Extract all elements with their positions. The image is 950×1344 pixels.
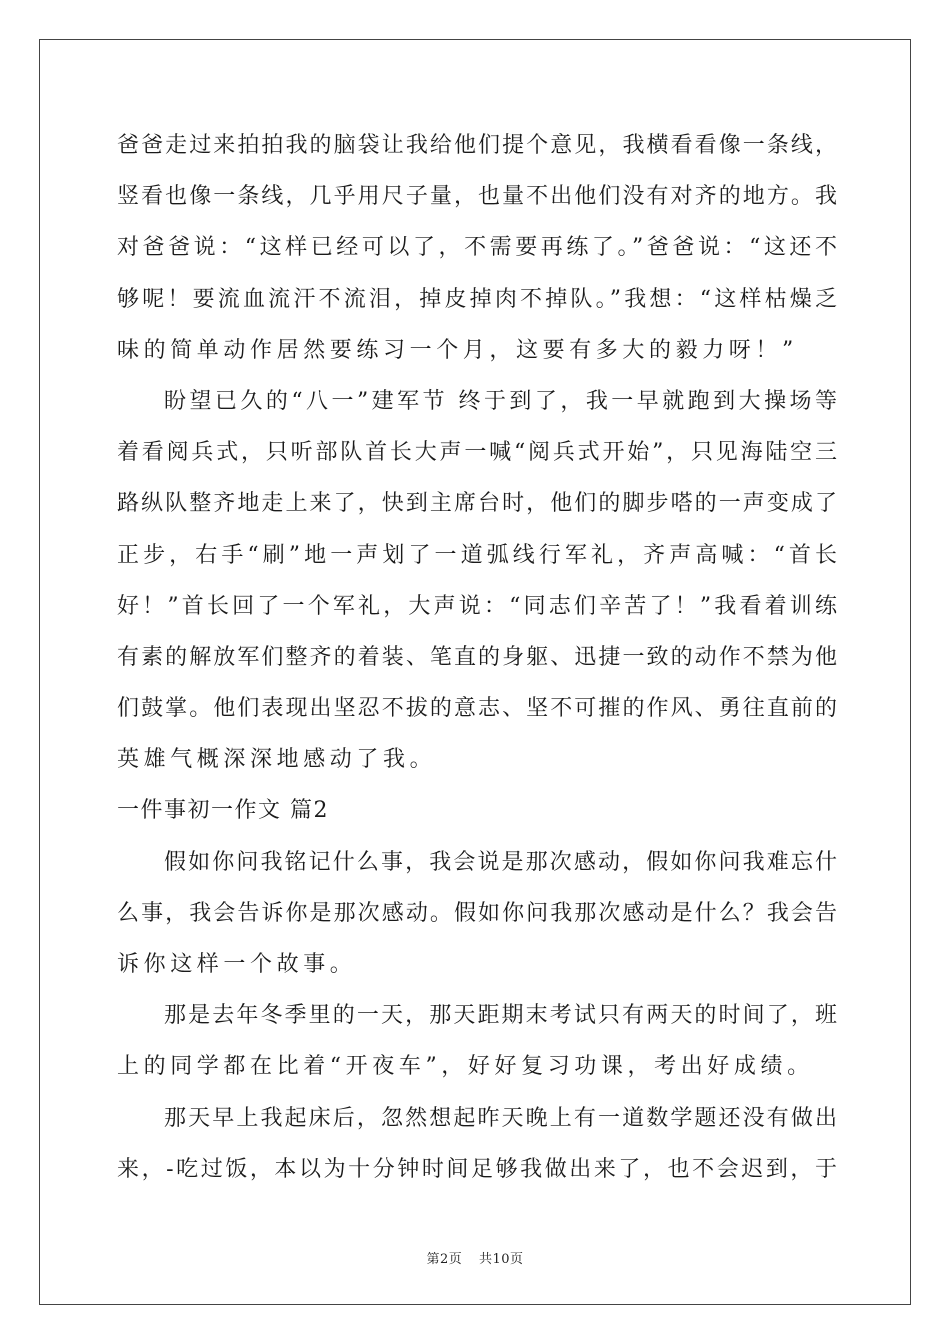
text-line: 着看阅兵式，只听部队首长大声一喊“阅兵式开始”，只见海陆空三 (117, 440, 837, 466)
page-number: 第2页 (426, 1252, 463, 1267)
page-footer (0, 1248, 950, 1267)
section-heading: 一件事初一作文 篇2 (117, 798, 329, 824)
text-line: 假如你问我铭记什么事，我会说是那次感动，假如你问我难忘什 (164, 849, 837, 875)
text-line: 那是去年冬季里的一天，那天距期末考试只有两天的时间了，班 (164, 1003, 837, 1029)
text-line: 味的简单动作居然要练习一个月，这要有多大的毅力呀！” (117, 337, 798, 363)
text-line: 对爸爸说：“这样已经可以了，不需要再练了。”爸爸说：“这还不 (117, 235, 837, 261)
text-line: 诉你这样一个故事。 (117, 952, 357, 977)
text-line: 好！”首长回了一个军礼，大声说：“同志们辛苦了！”我看着训练 (117, 593, 837, 619)
text-line: 来，-吃过饭，本以为十分钟时间足够我做出来了，也不会迟到，于 (117, 1156, 837, 1182)
text-line: 够呢！要流血流汗不流泪，掉皮掉肉不掉队。”我想：“这样枯燥乏 (117, 286, 837, 312)
text-line: 有素的解放军们整齐的着装、笔直的身躯、迅捷一致的动作不禁为他 (117, 644, 837, 670)
text-line: 那天早上我起床后，忽然想起昨天晚上有一道数学题还没有做出 (164, 1105, 837, 1131)
text-line: 盼望已久的“八一”建军节 终于到了，我一早就跑到大操场等 (164, 388, 837, 414)
document-body (117, 126, 837, 1201)
text-line: 路纵队整齐地走上来了，快到主席台时，他们的脚步嗒的一声变成了 (117, 491, 837, 517)
text-line: 们鼓掌。他们表现出坚忍不拔的意志、坚不可摧的作风、勇往直前的 (117, 696, 837, 722)
text-line: 英雄气概深深地感动了我。 (117, 747, 437, 773)
text-line: 竖看也像一条线，几乎用尺子量，也量不出他们没有对齐的地方。我 (117, 184, 837, 210)
page-total: 共10页 (478, 1252, 524, 1267)
text-line: 上的同学都在比着“开夜车”，好好复习功课，考出好成绩。 (117, 1054, 814, 1080)
text-line: 么事，我会告诉你是那次感动。假如你问我那次感动是什么？我会告 (117, 900, 837, 926)
text-line: 爸爸走过来拍拍我的脑袋让我给他们提个意见，我横看看像一条线， (117, 133, 837, 158)
text-line: 正步，右手“刷”地一声划了一道弧线行军礼，齐声高喊：“首长 (117, 542, 837, 568)
